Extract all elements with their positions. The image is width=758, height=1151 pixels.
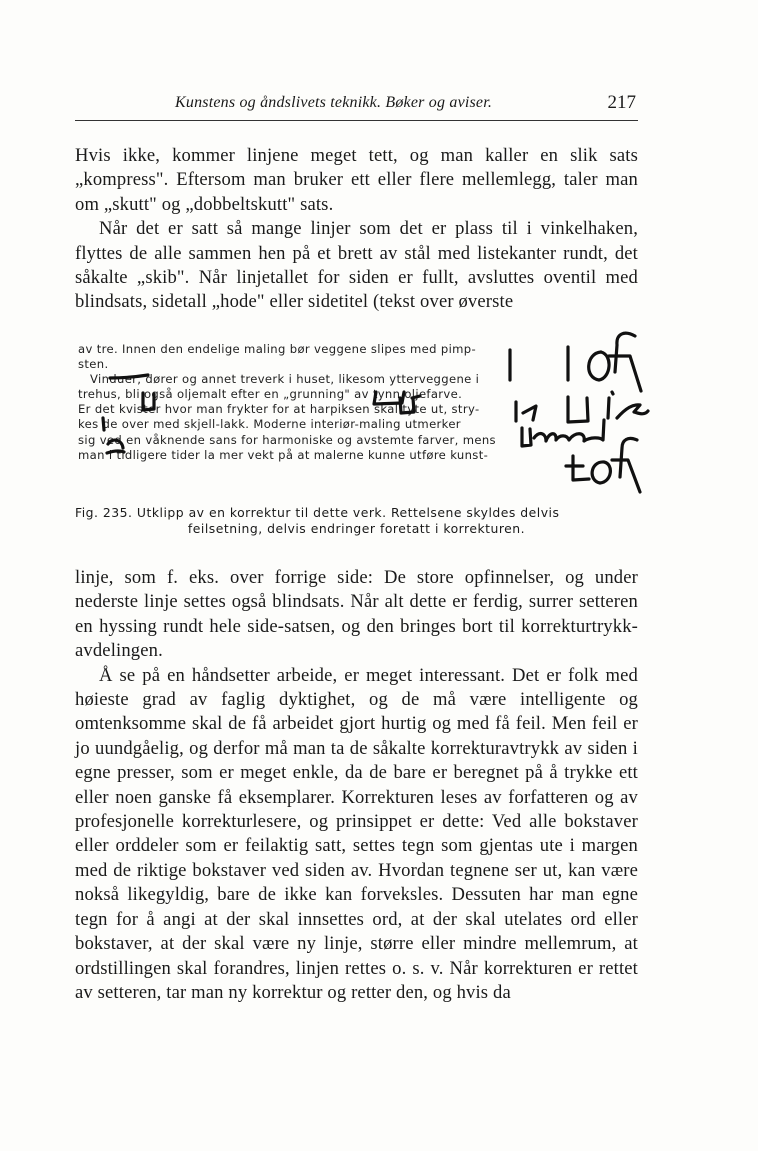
paragraph: linje, som f. eks. over forrige side: De store opfinnelser, og under nederste linje settes også blindsats. Når alt dette er ferdig, surrer setteren en hyssing rundt hele side-satsen, og den bringes bort til korrekturtrykk-avdelingen.: [75, 567, 638, 662]
page-number: 217: [607, 92, 636, 113]
body-text-bottom: [75, 566, 638, 1005]
margin-mark-ir: [516, 402, 536, 421]
proof-line: trehus, bli også oljemalt efter en „grunning" av tynn oljefarve.: [78, 387, 463, 402]
paragraph: Når det er satt så mange linjer som det er plass til i vinkelhaken, flyttes de alle sammen hen på et brett av stål med listekanter rundt, det såkalte „skib". Når linjetallet for siden er fullt, avsluttes oventil med blindsats, sidetall „hode" eller sidetitel (tekst over øverste: [75, 218, 638, 313]
body-text-top: [75, 144, 638, 315]
paragraph: Hvis ikke, kommer linjene meget tett, og man kaller en slik sats „kompress". Eftersom man bruker ett eller flere mellemlegg, taler man om „skutt" og „dobbeltskutt" sats.: [75, 145, 638, 215]
proof-line: sten.: [78, 357, 109, 372]
proof-line: Er det kvister hvor man frykter for at harpiksen skal tyte ut, stry-: [78, 402, 480, 417]
proof-line: sig ved en våknende sans for harmoniske og avstemte farver, mens: [78, 432, 496, 447]
caption-line: feilsetning, delvis endringer foretatt i korrekturen.: [187, 520, 526, 536]
running-header: [75, 92, 638, 121]
margin-mark-med: [522, 420, 604, 446]
running-title: Kunstens og åndslivets teknikk. Bøker og aviser.: [175, 94, 493, 111]
margin-mark-tof: [566, 438, 640, 492]
proof-line: kes de over med skjell-lakk. Moderne interiør-maling utmerker: [78, 417, 461, 432]
figure-caption: [75, 505, 638, 536]
margin-mark-u: [568, 397, 588, 422]
caption-line: Fig. 235. Utklipp av en korrektur til dette verk. Rettelsene skyldes delvis: [75, 505, 560, 520]
margin-mark-of: [589, 333, 641, 391]
proof-line: av tre. Innen den endelige maling bør veggene slipes med pimp-: [78, 342, 477, 356]
proof-line: man i tidligere tider la mer vekt på at malerne kunne utføre kunst-: [78, 447, 489, 462]
proof-excerpt: [78, 342, 518, 463]
proof-line: Vinduer, dører og annet treverk i huset, likesom ytterveggene i: [90, 372, 480, 387]
margin-mark-ir2: [608, 392, 648, 418]
paragraph: Å se på en håndsetter arbeide, er meget interessant. Det er folk med høieste grad av faglig dyktighet, og de må være intelligente og omtenksomme skal de få arbeidet gjort hurtig og med få feil. Men feil er jo uundgåelig, og derfor må man ta de såkalte korrekturavtrykk av siden i egne presser, som er meget enkle, da de bare er beregnet på å trykke ett eller noen ganske få eksemplarer. Korrekturen leses av forfatteren og av profesjonelle korrekturlesere, og prinsippet er dette: Ved alle bokstaver eller orddeler som er feilaktig satt, settes tegn som gjentas ute i margen med de riktige bokstaver ved siden av. Hvordan tegnene ser ut, kan være nokså likegyldig, bare de ikke kan forveksles. Dessuten har man egne tegn for å angi at der skal innsettes ord, at der skal utelates ord eller bokstaver, at der skal være ny linje, større eller mindre mellemrum, at ordstillingen skal forandres, linjen rettes o. s. v. Når korrekturen er rettet av setteren, tar man ny korrektur og retter den, og hvis da: [75, 664, 638, 1003]
